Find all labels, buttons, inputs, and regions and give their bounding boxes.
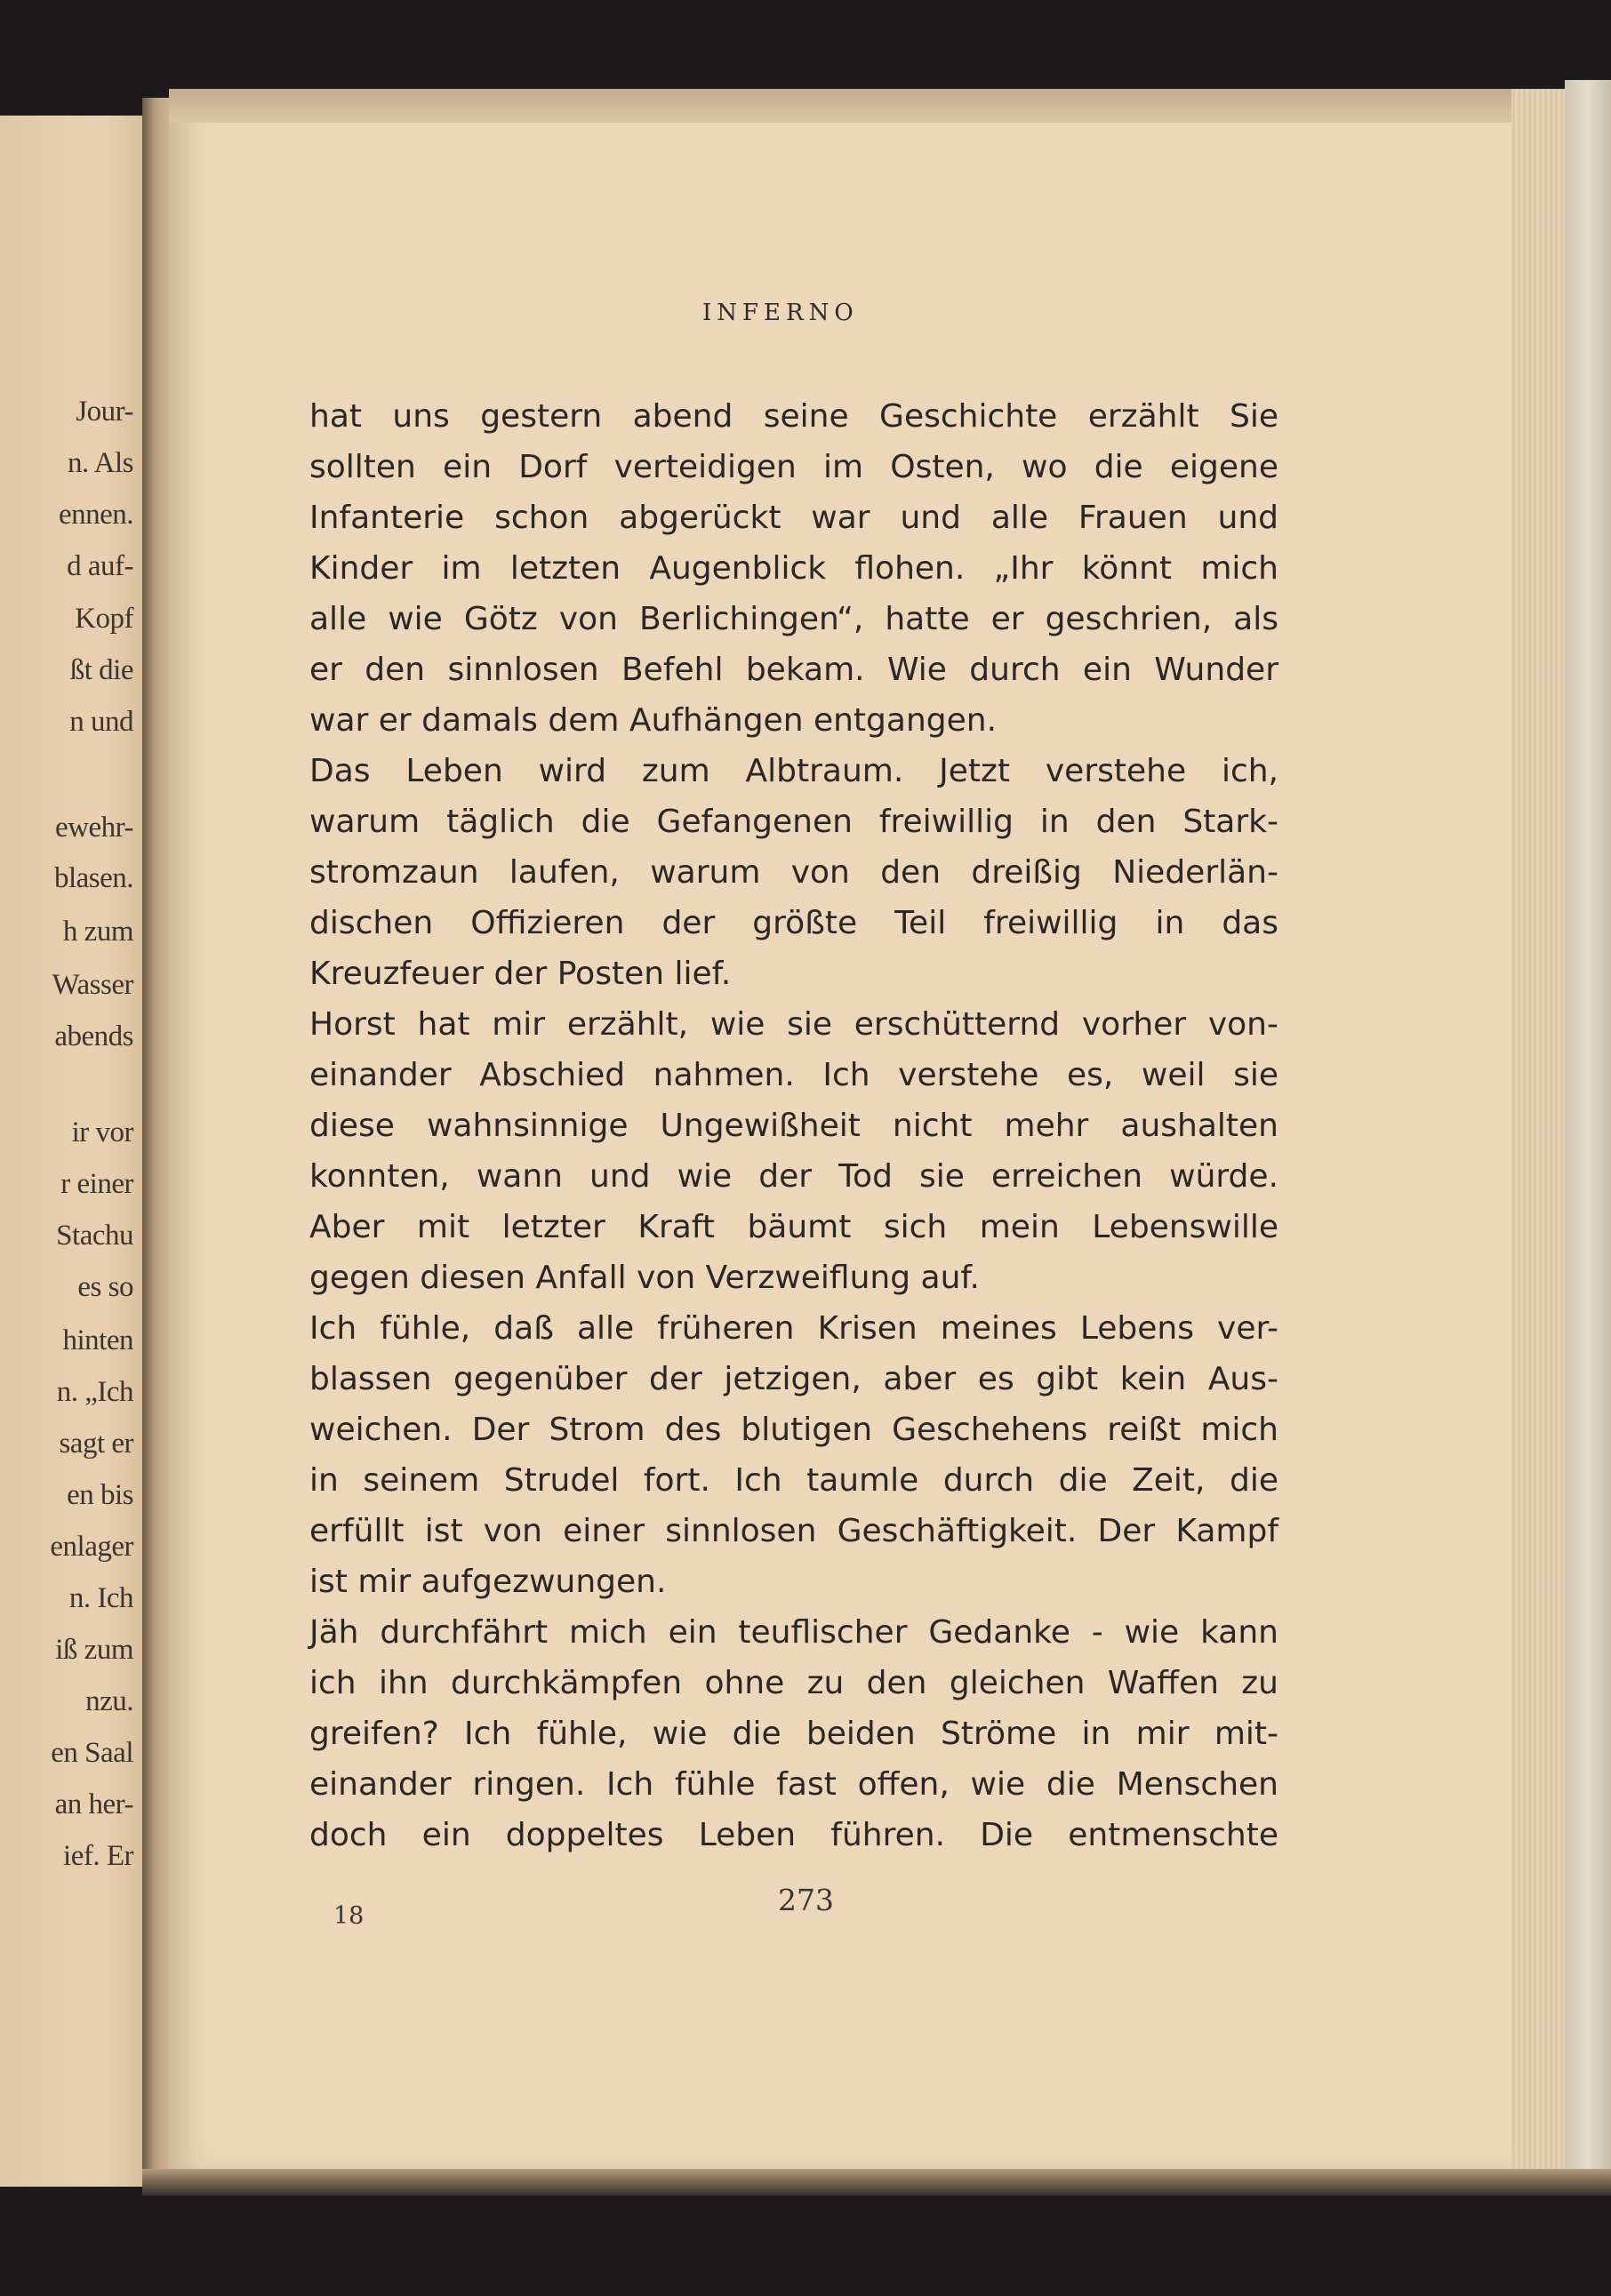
text-line: gegen diesen Anfall von Verzweiflung auf.: [309, 1260, 980, 1296]
text-line: Das Leben wird zum Albtraum. Jetzt verstehe ich,: [309, 753, 1278, 789]
left-page-fragment: n und: [69, 706, 133, 738]
left-page-fragment: blasen.: [53, 862, 133, 894]
left-page-fragment: h zum: [62, 916, 133, 948]
left-page-fragment: n. „Ich: [56, 1376, 133, 1408]
left-page-fragment: Stachu: [56, 1220, 133, 1252]
left-page-fragment: Wasser: [52, 969, 133, 1001]
text-line: in seinem Strudel fort. Ich taumle durch die Zeit, die: [309, 1462, 1278, 1499]
text-line: war er damals dem Aufhängen entgangen.: [309, 702, 998, 739]
text-line: Ich fühle, daß alle früheren Krisen meines Lebens ver-: [309, 1310, 1278, 1347]
book-cover-top-edge: [169, 89, 1591, 123]
left-page-fragment: ennen.: [58, 499, 133, 531]
text-line: Jäh durchfährt mich ein teuflischer Gedanke - wie kann: [309, 1614, 1278, 1651]
left-page-fragment: iß zum: [55, 1634, 133, 1666]
left-facing-page: [0, 116, 147, 2187]
text-line: einander Abschied nahmen. Ich verstehe es, weil sie: [309, 1057, 1278, 1093]
left-page-fragment: ßt die: [69, 654, 133, 686]
left-page-fragment: es so: [77, 1271, 133, 1303]
text-line: ist mir aufgezwungen.: [309, 1564, 667, 1600]
text-line: Aber mit letzter Kraft bäumt sich mein Lebenswille: [309, 1209, 1278, 1245]
left-page-fragment: Kopf: [75, 603, 133, 635]
book-cover-bottom-edge: [142, 2169, 1611, 2196]
left-page-fragment: r einer: [60, 1168, 133, 1200]
left-page-fragment: enlager: [50, 1531, 133, 1563]
text-line: warum täglich die Gefangenen freiwillig in den Stark-: [309, 804, 1278, 840]
text-line: Kinder im letzten Augenblick flohen. „Ihr könnt mich: [309, 550, 1278, 587]
text-line: diese wahnsinnige Ungewißheit nicht mehr aushalten: [309, 1108, 1278, 1144]
text-line: einander ringen. Ich fühle fast offen, wie die Menschen: [309, 1766, 1278, 1803]
left-page-fragment: ir vor: [71, 1116, 133, 1148]
text-line: blassen gegenüber der jetzigen, aber es gibt kein Aus-: [309, 1361, 1278, 1397]
body-text: [309, 391, 1278, 1860]
text-line: Infanterie schon abgerückt war und alle Frauen und: [309, 500, 1278, 536]
text-line: erfüllt ist von einer sinnlosen Geschäftigkeit. Der Kampf: [309, 1513, 1278, 1549]
text-line: stromzaun laufen, warum von den dreißig Niederlän-: [309, 854, 1278, 891]
text-line: er den sinnlosen Befehl bekam. Wie durch ein Wunder: [309, 652, 1278, 688]
book-cover-right-edge: [1565, 80, 1611, 2187]
text-line: hat uns gestern abend seine Geschichte erzählt Sie: [309, 398, 1278, 435]
left-page-fragment: en bis: [67, 1479, 133, 1511]
text-line: konnten, wann und wie der Tod sie erreichen würde.: [309, 1158, 1278, 1195]
left-page-fragment: ewehr-: [55, 812, 133, 844]
page-number: 273: [778, 1883, 834, 1917]
left-page-fragment: en Saal: [51, 1737, 133, 1769]
text-line: Horst hat mir erzählt, wie sie erschütternd vorher von-: [309, 1006, 1278, 1043]
left-page-fragment: n. Ich: [68, 1582, 133, 1614]
left-page-fragment: n. Als: [67, 447, 133, 479]
text-line: Kreuzfeuer der Posten lief.: [309, 956, 732, 992]
left-page-fragment: nzu.: [85, 1685, 133, 1717]
left-page-fragment: abends: [54, 1020, 133, 1052]
text-line: dischen Offizieren der größte Teil freiwillig in das: [309, 905, 1278, 941]
running-head: INFERNO: [702, 300, 859, 326]
text-line: alle wie Götz von Berlichingen“, hatte er geschrien, als: [309, 601, 1278, 637]
left-page-fragment: ief. Er: [63, 1840, 133, 1872]
text-line: ich ihn durchkämpfen ohne zu den gleichen Waffen zu: [309, 1665, 1278, 1701]
text-line: doch ein doppeltes Leben führen. Die entmenschte: [309, 1817, 1278, 1853]
left-page-fragment: an her-: [54, 1788, 133, 1820]
left-page-fragment: Jour-: [76, 396, 133, 428]
left-page-fragment: hinten: [62, 1324, 133, 1356]
signature-mark: 18: [333, 1902, 365, 1930]
text-line: sollten ein Dorf verteidigen im Osten, wo die eigene: [309, 449, 1278, 485]
left-page-fragment: sagt er: [59, 1428, 133, 1460]
left-page-fragment: d auf-: [67, 550, 133, 582]
text-line: greifen? Ich fühle, wie die beiden Ströme in mir mit-: [309, 1716, 1278, 1752]
text-line: weichen. Der Strom des blutigen Geschehens reißt mich: [309, 1412, 1278, 1448]
